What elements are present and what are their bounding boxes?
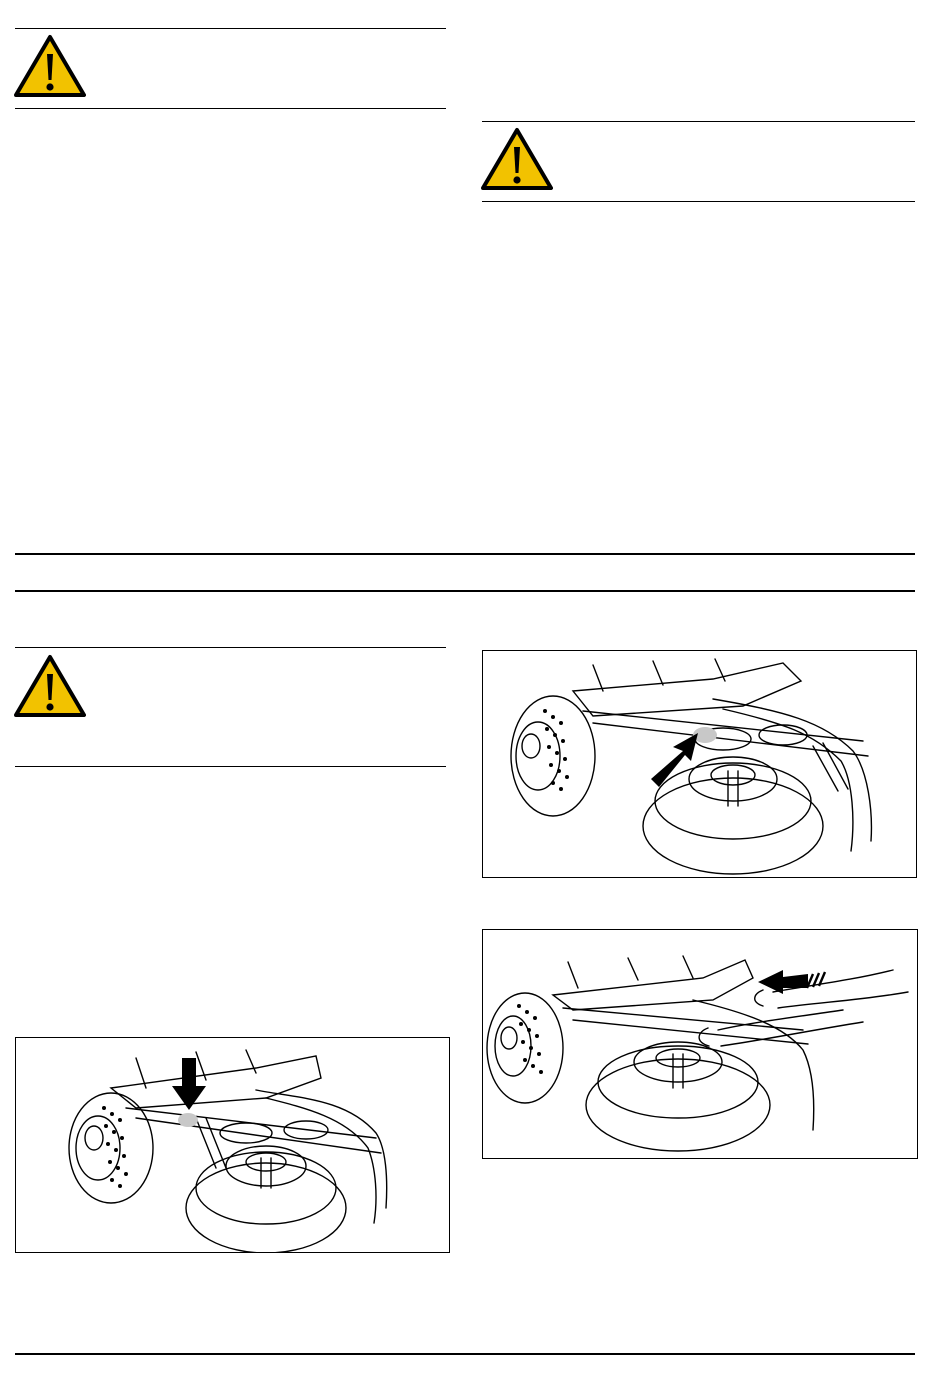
double-left-arrow-icon — [758, 970, 825, 994]
figure-lift-rod-pointer — [482, 650, 917, 878]
warning-3-bottom-rule — [15, 766, 446, 767]
section-heading-bottom-rule — [15, 590, 915, 592]
warning-triangle-icon — [481, 127, 553, 191]
warning-2-bottom-rule — [482, 201, 915, 202]
mower-pull-illustration — [483, 930, 917, 1158]
footer-rule — [15, 1353, 915, 1355]
warning-1-bottom-rule — [15, 108, 446, 109]
warning-triangle-icon — [14, 654, 86, 718]
figure-pull-deck-back — [482, 929, 918, 1159]
figure-lower-deck-press-down — [15, 1037, 450, 1253]
mower-deck-illustration — [16, 1038, 449, 1252]
warning-triangle-icon — [14, 34, 86, 98]
diagonal-arrow-icon — [651, 733, 698, 787]
warning-3-top-rule — [15, 647, 446, 648]
mower-lift-illustration — [483, 651, 916, 877]
section-heading-top-rule — [15, 553, 915, 555]
warning-2-top-rule — [482, 121, 915, 122]
warning-1-top-rule — [15, 28, 446, 29]
